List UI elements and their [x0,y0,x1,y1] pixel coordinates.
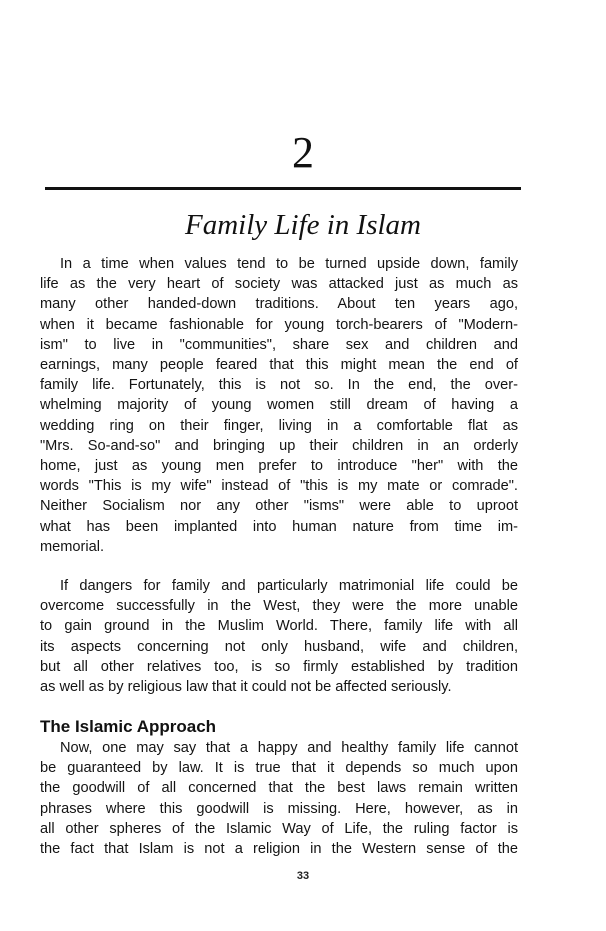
text-line: Neither Socialism nor any other "isms" were able to uproot [40,498,518,515]
text-line: life as the very heart of society was attacked just as much as [40,276,518,293]
section-heading: The Islamic Approach [40,717,217,736]
text-line: the fact that Islam is not a religion in the Western sense of the [40,841,518,858]
chapter-title: Family Life in Islam [184,209,421,241]
text-line: as well as by religious law that it could not be affected seriously. [40,679,452,696]
text-line: Now, one may say that a happy and healthy family life cannot [60,740,518,756]
text-line: home, just as young men prefer to introduce "her" with the [40,458,518,475]
paragraph-3 [40,738,518,859]
chapter-number: 2 [292,128,314,177]
paragraph-1 [40,254,518,557]
text-line: memorial. [40,538,105,555]
text-line: all other spheres of the Islamic Way of Life, the ruling factor is [40,820,518,837]
text-line: its aspects concerning not only husband, wife and children, [40,638,518,655]
text-line: earnings, many people feared that this might mean the end of [40,357,518,374]
text-line: overcome successfully in the West, they were the more unable [40,598,518,615]
text-line: what has been implanted into human nature from time im- [40,518,518,535]
text-line: wedding ring on their finger, living in a comfortable flat as [40,417,518,434]
text-line: If dangers for family and particularly matrimonial life could be [60,578,518,594]
text-line: words "This is my wife" instead of "this is my mate or comrade". [40,478,518,495]
chapter-divider [45,187,521,190]
text-line: ism" to live in "communities", share sex and children and [40,336,518,353]
text-line: phrases where this goodwill is missing. Here, however, as in [40,800,518,817]
page-number: 33 [296,870,310,882]
text-line: to gain ground in the Muslim World. There, family life with all [40,618,518,635]
text-line: "Mrs. So-and-so" and bringing up their children in an orderly [40,437,518,454]
paragraph-2 [40,576,518,697]
text-line: In a time when values tend to be turned upside down, family [60,256,518,272]
text-line: family life. Fortunately, this is not so. In the end, the over- [40,377,518,394]
text-line: the goodwill of all concerned that the best laws remain written [40,780,518,797]
text-line: when it became fashionable for young torch-bearers of "Modern- [40,316,518,333]
text-line: many other handed-down traditions. About ten years ago, [40,296,518,313]
text-line: but all other relatives too, is so firmly established by tradition [40,658,518,675]
text-line: whelming majority of young women still dream of having a [40,397,518,414]
text-line: be guaranteed by law. It is true that it depends so much upon [40,760,518,777]
